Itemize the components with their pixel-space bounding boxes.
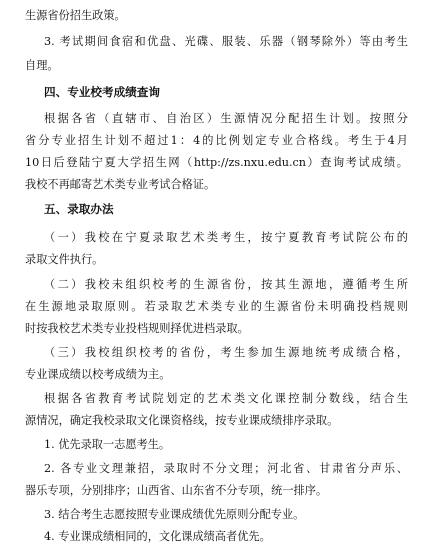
policy-text-end: 生源省份招生政策。 [25, 9, 126, 22]
rule-cutoff-line-2: 源情况，确定我校录取文化课资格线，按专业课成绩排序录取。 [25, 414, 339, 427]
rule-3-line-2: 专业课成绩以校考成绩为主。 [25, 368, 171, 381]
section-4-line-1: 根据各省（直辖市、自治区）生源情况分配招生计划。按照分 [44, 112, 408, 125]
item-2-line-1: 2. 各专业文理兼招，录取时不分文理；河北省、甘肃省分声乐、 [44, 462, 408, 475]
item-2-line-2: 器乐专项，分别排序；山西省、山东省不分专项，统一排序。 [25, 484, 328, 497]
item-3-line-1: 3. 考试期间食宿和优盘、光碟、服装、乐器（钢琴除外）等由考生 [44, 35, 408, 48]
rule-2-line-3: 时按我校艺术类专业投档规则择优进档录取。 [25, 322, 249, 335]
item-1: 1. 优先录取一志愿考生。 [44, 438, 171, 451]
section-5-heading: 五、录取办法 [44, 202, 114, 216]
rule-2-line-1: （二）我校未组织校考的生源省份，按其生源地，遵循考生所 [44, 278, 408, 291]
rule-cutoff-line-1: 根据各省教育考试院划定的艺术类文化课控制分数线，结合生 [44, 392, 408, 405]
section-4-line-4: 我校不再邮寄艺术类专业考试合格证。 [25, 178, 216, 191]
item-3-line-2: 自理。 [25, 59, 59, 72]
section-4-heading: 四、专业校考成绩查询 [44, 85, 160, 99]
item-3: 3. 结合考生志愿按照专业课成绩优先原则分配专业。 [44, 508, 305, 521]
section-4-line-2: 省分专业招生计划不超过1：4的比例划定专业合格线。考生于4月 [25, 134, 408, 147]
rule-3-line-1: （三）我校组织校考的省份，考生参加生源地统考成绩合格， [44, 346, 408, 359]
rule-1-line-1: （一）我校在宁夏录取艺术类考生，按宁夏教育考试院公布的 [44, 231, 408, 244]
section-4-line-3: 10日后登陆宁夏大学招生网（http://zs.nxu.edu.cn）查询考试成绩。 [25, 156, 408, 169]
rule-1-line-2: 录取文件执行。 [25, 253, 104, 266]
item-4: 4. 专业课成绩相同的，文化课成绩高者优先。 [44, 530, 271, 543]
rule-2-line-2: 在生源地录取原则。若录取艺术类专业的生源省份未明确投档规则 [25, 300, 408, 313]
